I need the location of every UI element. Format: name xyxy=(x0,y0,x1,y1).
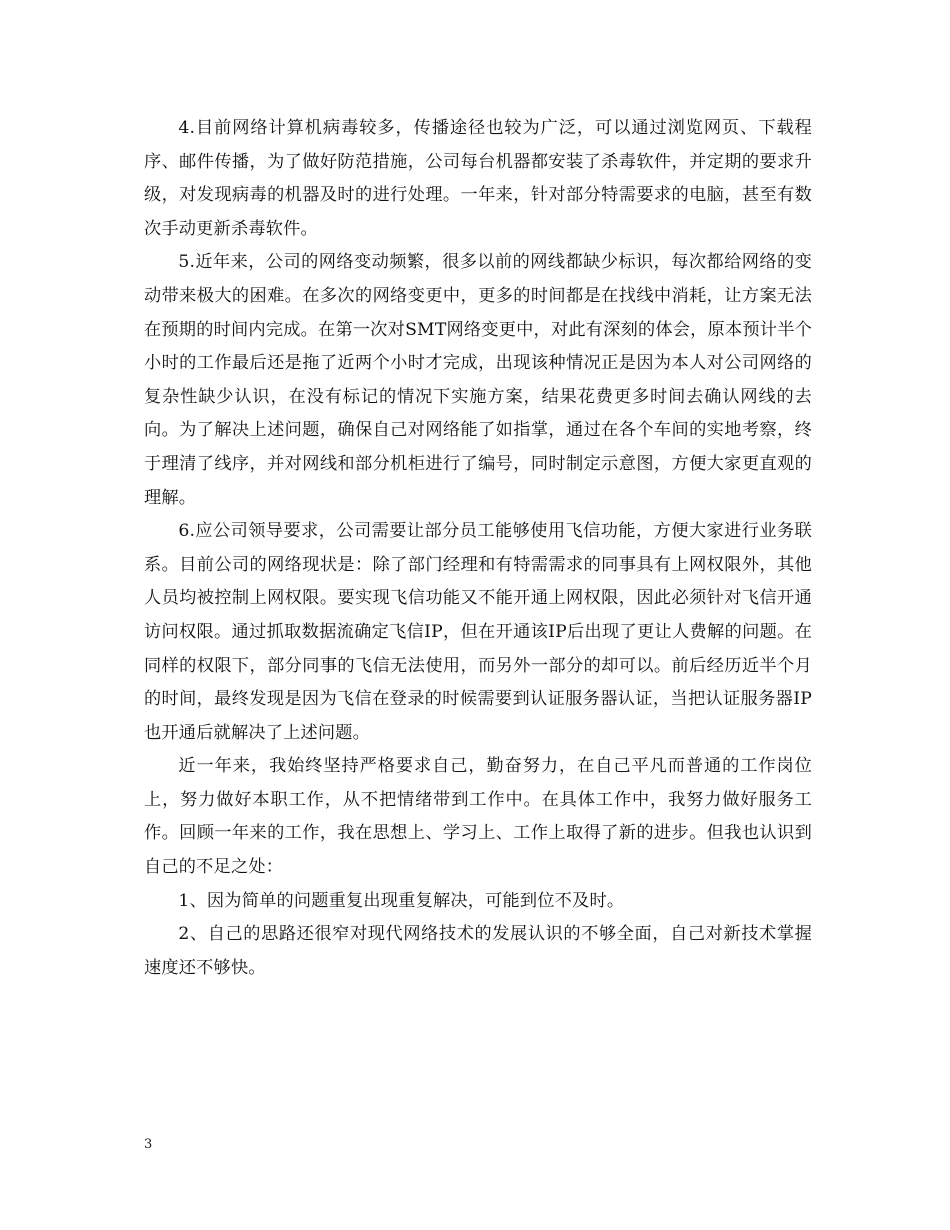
paragraph-antivirus: 4.目前网络计算机病毒较多，传播途径也较为广泛，可以通过浏览网页、下载程序、邮件传播，为了做好防范措施，公司每台机器都安装了杀毒软件，并定期的要求升级，对发现病毒的机器及时的进行处理。一年来，针对部分特需要求的电脑，甚至有数次手动更新杀毒软件。 xyxy=(144,118,812,239)
paragraph-self-review: 近一年来，我始终坚持严格要求自己，勤奋努力，在自己平凡而普通的工作岗位上，努力做好本职工作，从不把情绪带到工作中。在具体工作中，我努力做好服务工作。回顾一年来的工作，我在思想上、学习上、工作上取得了新的进步。但我也认识到自己的不足之处： xyxy=(144,756,812,878)
page-number: 3 xyxy=(144,1137,153,1152)
paragraph-network-changes: 5.近年来，公司的网络变动频繁，很多以前的网线都缺少标识，每次都给网络的变动带来极大的困难。在多次的网络变更中，更多的时间都是在找线中消耗，让方案无法在预期的时间内完成。在第一次对SMT网络变更中，对此有深刻的体会，原本预计半个小时的工作最后还是拖了近两个小时才完成，出现该种情况正是因为本人对公司网络的复杂性缺少认识，在没有标记的情况下实施方案，结果花费更多时间去确认网线的去向。为了解决上述问题，确保自己对网络能了如指掌，通过在各个车间的实地考察，终于理清了线序，并对网线和部分机柜进行了编号，同时制定示意图，方便大家更直观的理解。 xyxy=(144,252,812,508)
paragraph-shortcoming-2: 2、自己的思路还很窄对现代网络技术的发展认识的不够全面，自己对新技术掌握速度还不够快。 xyxy=(144,924,812,978)
paragraph-shortcoming-1: 1、因为简单的问题重复出现重复解决，可能到位不及时。 xyxy=(178,890,625,911)
document-body xyxy=(144,112,812,985)
paragraph-fetion-access: 6.应公司领导要求，公司需要让部分员工能够使用飞信功能，方便大家进行业务联系。目前公司的网络现状是：除了部门经理和有特需需求的同事具有上网权限外，其他人员均被控制上网权限。要实现飞信功能又不能开通上网权限，因此必须针对飞信开通访问权限。通过抓取数据流确定飞信IP，但在开通该IP后出现了更让人费解的问题。在同样的权限下，部分同事的飞信无法使用，而另外一部分的却可以。前后经历近半个月的时间，最终发现是因为飞信在登录的时候需要到认证服务器认证，当把认证服务器IP也开通后就解决了上述问题。 xyxy=(144,521,812,743)
